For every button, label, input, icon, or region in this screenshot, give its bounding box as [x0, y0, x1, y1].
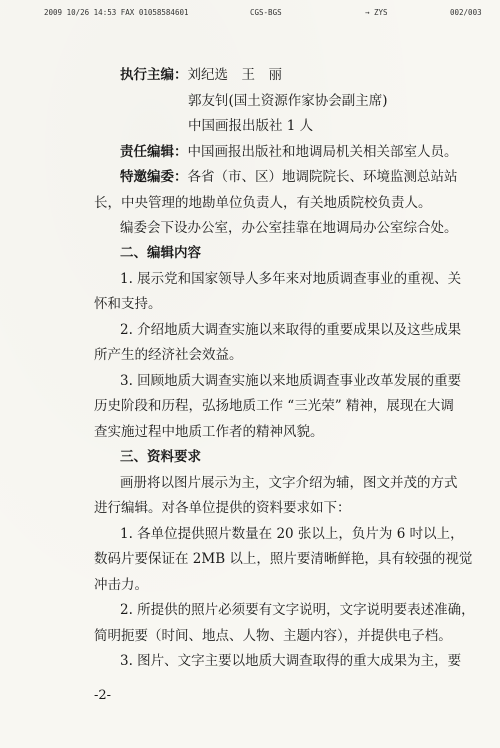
section-2-item-3-cont2: 查实施过程中地质工作者的精神风貌。 — [94, 424, 324, 440]
resp-editors-label: 责任编辑： — [120, 144, 188, 160]
exec-editor-guo: 郭友钊(国土资源作家协会副主席) — [188, 93, 388, 109]
section-2-item-2-cont: 所产生的经济社会效益。 — [94, 347, 243, 363]
invited-editors-label: 特邀编委： — [120, 169, 188, 185]
exec-editor-publisher: 中国画报出版社 1 人 — [188, 118, 314, 134]
section-3-item-1: 1. 各单位提供照片数量在 20 张以上，负片为 6 吋以上， — [120, 526, 464, 542]
resp-editors-line — [120, 143, 458, 161]
fax-transmission-info: 2009 10/26 14:53 FAX 01058584601 — [44, 8, 189, 17]
section-3-item-1-cont2: 冲击力。 — [94, 577, 148, 593]
exec-editors-names: 刘纪选 王 丽 — [187, 67, 282, 83]
fax-page-counter: 002/003 — [450, 8, 482, 17]
section-2-item-3-cont1: 历史阶段和历程，弘扬地质工作 “三光荣” 精神，展现在大调 — [94, 398, 454, 414]
exec-editors-label: 执行主编： — [120, 67, 188, 83]
invited-editors-text: 各省（市、区）地调院院长、环境监测总站站 — [187, 169, 458, 185]
invited-editors-line — [120, 168, 458, 186]
section-3-intro-cont: 进行编辑。对各单位提供的资料要求如下： — [94, 500, 351, 516]
section-2-item-3: 3. 回顾地质大调查实施以来地质调查事业改革发展的重要 — [120, 373, 462, 389]
section-3-item-2: 2. 所提供的照片必须要有文字说明，文字说明要表述准确， — [120, 602, 475, 618]
section-2-item-1: 1. 展示党和国家领导人多年来对地质调查事业的重视、关 — [120, 271, 462, 287]
page-number: -2- — [94, 688, 112, 703]
fax-sender-id: CGS-BGS — [250, 8, 282, 17]
section-3-item-1-cont1: 数码片要保证在 2MB 以上，照片要清晰鲜艳，具有较强的视觉 — [94, 551, 473, 567]
fax-destination: → ZYS — [365, 8, 388, 17]
section-2-item-1-cont: 怀和支持。 — [94, 296, 162, 312]
section-3-item-2-cont: 简明扼要（时间、地点、人物、主题内容），并提供电子档。 — [94, 628, 452, 644]
invited-editors-continued: 长，中央管理的地勘单位负责人，有关地质院校负责人。 — [94, 195, 432, 211]
section-2-heading: 二、编辑内容 — [120, 245, 201, 261]
fax-header — [0, 8, 500, 22]
resp-editors-text: 中国画报出版社和地调局机关相关部室人员。 — [187, 144, 458, 160]
section-2-item-2: 2. 介绍地质大调查实施以来取得的重要成果以及这些成果 — [120, 322, 462, 338]
editorial-office-note: 编委会下设办公室，办公室挂靠在地调局办公室综合处。 — [120, 220, 458, 236]
section-3-heading: 三、资料要求 — [120, 449, 201, 465]
section-3-item-3: 3. 图片、文字主要以地质大调查取得的重大成果为主，要 — [120, 653, 462, 669]
section-3-intro: 画册将以图片展示为主，文字介绍为辅，图文并茂的方式 — [120, 475, 458, 491]
exec-editors-line — [120, 66, 282, 84]
